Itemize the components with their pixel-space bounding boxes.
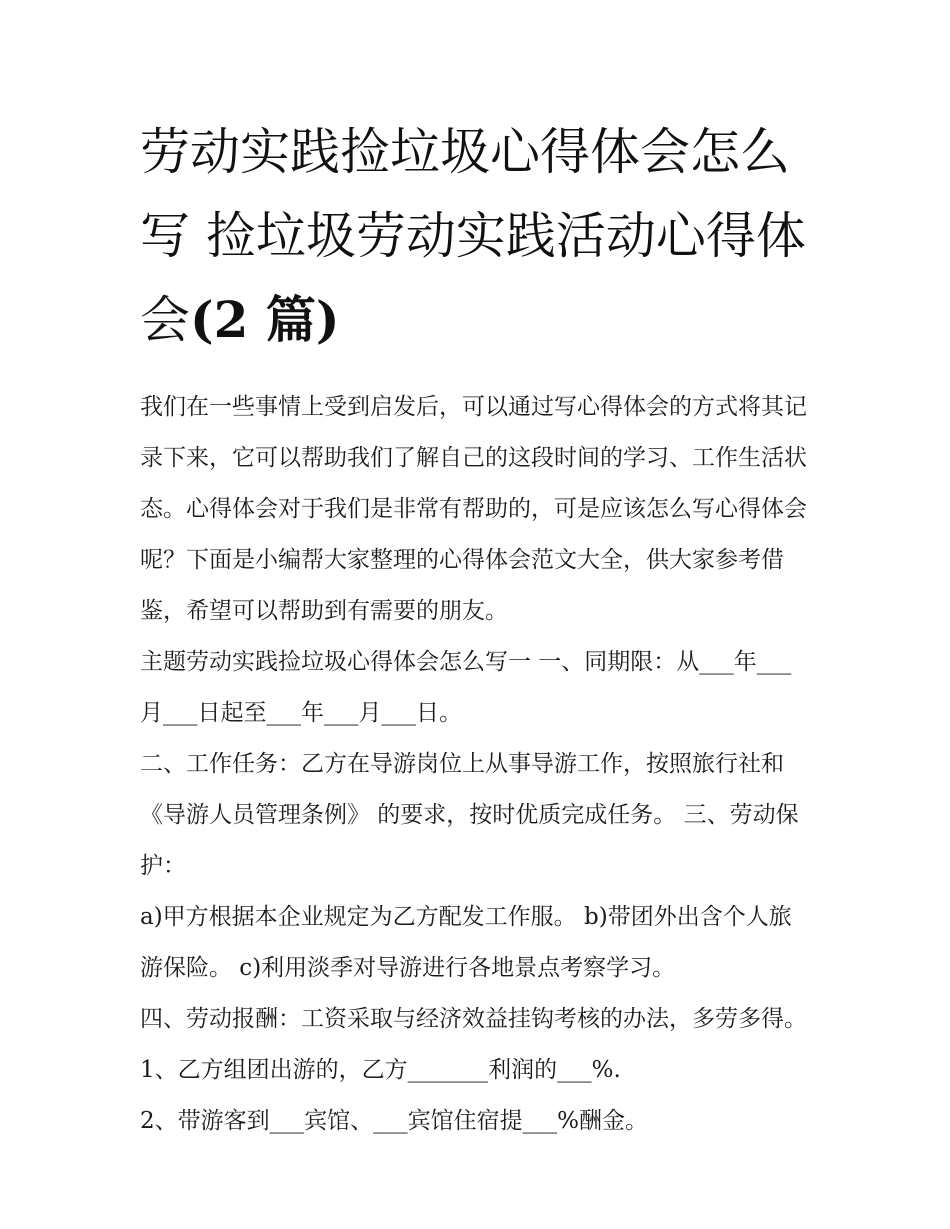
title-line-1: 劳动实践捡垃圾心得体会怎么: [140, 123, 790, 181]
document-title: [140, 110, 812, 362]
document-body: [140, 382, 812, 1147]
title-line-2: 写 捡垃圾劳动实践活动心得体: [140, 207, 806, 265]
work-task-paragraph: 二、工作任务：乙方在导游岗位上从事导游工作，按照旅行社和《导游人员管理条例》 的要求，按时优质完成任务。 三、劳动保护：: [140, 751, 799, 879]
labor-protection-paragraph: a)甲方根据本企业规定为乙方配发工作服。 b)带团外出含个人旅游保险。 c)利用淡季对导游进行各地景点考察学习。: [140, 904, 792, 981]
commission-paragraph: 2、带游客到___宾馆、___宾馆住宿提___%酬金。: [140, 1108, 648, 1134]
title-line-3: [140, 278, 812, 362]
intro-paragraph: 我们在一些事情上受到启发后，可以通过写心得体会的方式将其记录下来，它可以帮助我们了解自己的这段时间的学习、工作生活状态。心得体会对于我们是非常有帮助的，可是应该怎么写心得体会呢？下面是小编帮大家整理的心得体会范文大全，供大家参考借鉴，希望可以帮助到有需要的朋友。: [140, 394, 807, 624]
title-line-3-prefix: 会: [140, 291, 190, 349]
contract-term-paragraph: 主题劳动实践捡垃圾心得体会怎么写一 一、同期限：从___年___月___日起至___年___月___日。: [140, 649, 792, 726]
title-article-count: (2 篇): [190, 290, 340, 349]
labor-pay-paragraph: 四、劳动报酬：工资采取与经济效益挂钩考核的办法，多劳多得。 1、乙方组团出游的，乙方_______利润的___%.: [140, 1006, 807, 1083]
